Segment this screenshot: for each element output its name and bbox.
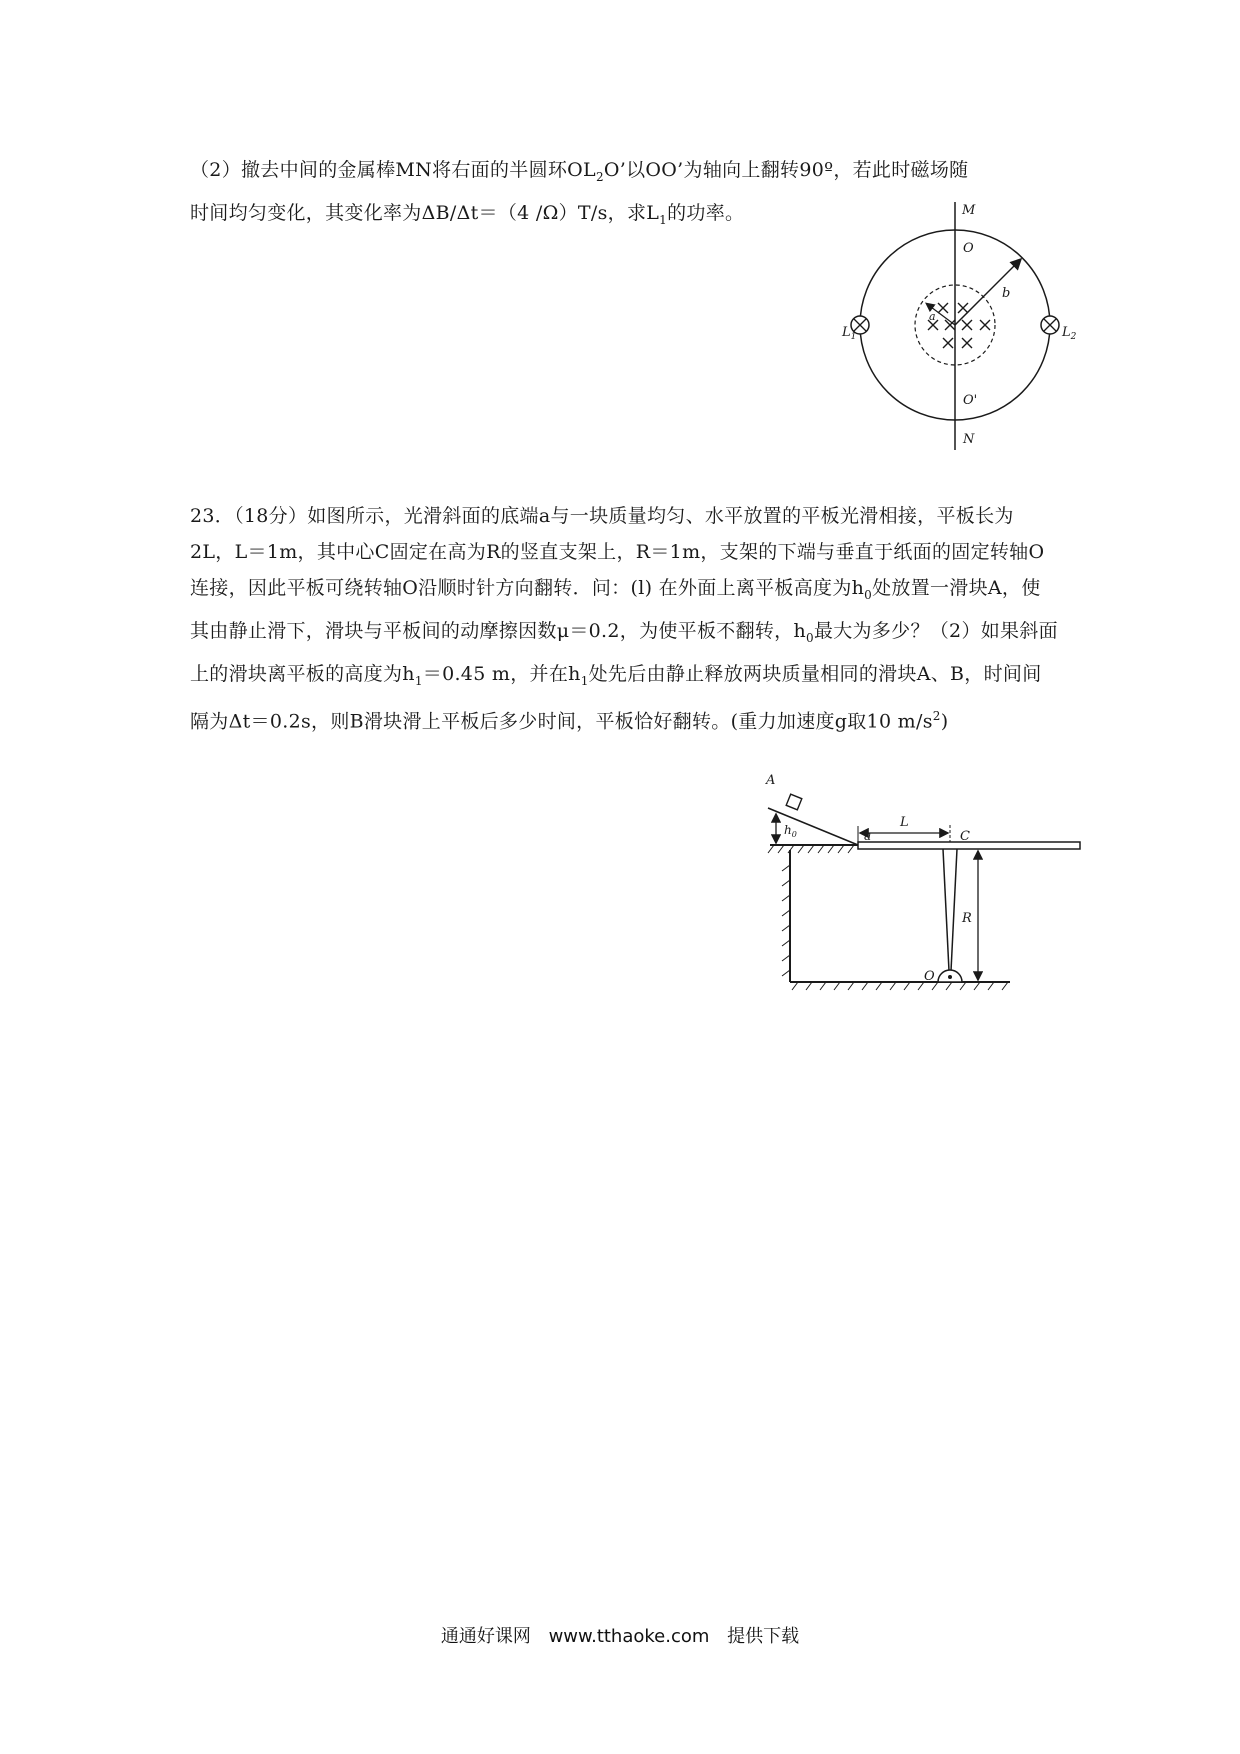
label-a: a: [929, 310, 936, 323]
label-h0: $h_0$: [784, 823, 797, 839]
floor-hatch: [792, 982, 1008, 990]
label-a-block: A: [766, 773, 776, 788]
slider-a: [786, 794, 802, 810]
label-o: O: [963, 241, 974, 256]
lamp-l2-icon: [1041, 316, 1059, 334]
footer: [0, 1622, 1240, 1648]
label-m: M: [962, 203, 976, 218]
figure-incline-plate: [740, 770, 1100, 1005]
pivot-axle: [948, 975, 952, 979]
figure-ring-circuit: [830, 200, 1100, 460]
label-o-prime: O': [963, 393, 978, 408]
label-n: N: [963, 432, 975, 447]
label-b: b: [1002, 286, 1011, 301]
label-o: O: [924, 969, 935, 984]
incline-surface: [768, 808, 858, 845]
label-l: L: [900, 815, 909, 830]
footer-suffix: 提供下载: [727, 1626, 800, 1647]
label-l1: $L_1$: [842, 325, 857, 342]
q22-line2: 时间均匀变化，其变化率为ΔB/Δt＝（4 /Ω）T/s，求$L_1$的功率。: [190, 201, 745, 227]
support-right: [951, 849, 957, 971]
field-cross-marks: [928, 303, 990, 348]
question-23: 23．（18分）如图所示，光滑斜面的底端a与一块质量均匀、水平放置的平板光滑相接，平板长为2L，L＝1m，其中心C固定在高为R的竖直支架上，R＝1m，支架的下端与垂直于纸面的固定转轴O连接，因此平板可绕转轴O沿顺时针方向翻转．问：(l) 在外面上离平板高度为$h_0$处放置一滑块A，使其由静止滑下，滑块与平板间的动摩擦因数μ＝0.2，为使平板不翻转，$h_0$最大为多少？（2）如果斜面上的滑块离平板的高度为$h_1=0.45$ m，并在$h_1$处先后由静止释放两块质量相同的滑块A、B，时间间隔为Δt＝0.2s，则B滑块滑上平板后多少时间，平板恰好翻转。(重力加速度g取10 $m/s^2$): [190, 505, 1058, 733]
wall-hatch: [782, 865, 790, 976]
q22-line1: （2）撤去中间的金属棒MN将右面的半圆环$OL_2O$’以OO’为轴向上翻转90º，若此时磁场随: [190, 159, 969, 184]
footer-url[interactable]: www.tthaoke.com: [548, 1626, 710, 1647]
label-r: R: [962, 911, 972, 926]
label-c: C: [960, 829, 970, 844]
label-a-point: a: [864, 829, 872, 843]
support-left: [943, 849, 949, 971]
footer-site-name: 通通好课网: [440, 1626, 531, 1647]
ground-left-hatch: [768, 845, 854, 853]
label-l2: $L_2$: [1062, 325, 1077, 342]
